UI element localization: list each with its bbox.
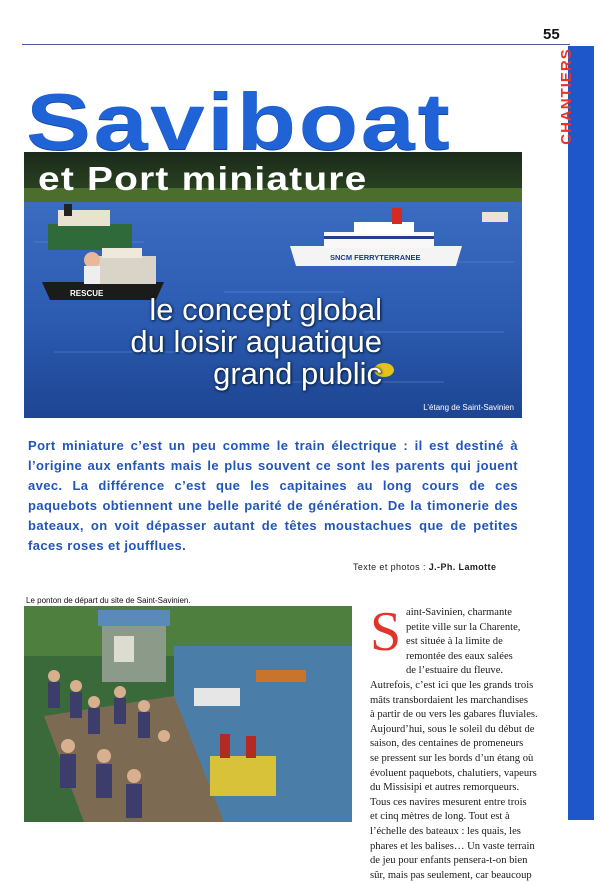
body-line: aint-Savinien, charmante [406,607,512,618]
tagline-line: grand public [213,356,382,391]
distant-boat [482,212,508,222]
page-number: 55 [543,26,560,43]
body-line: mâts transbordaient les marchandises [370,694,528,706]
body-line: de l’estuaire du fleuve. [406,665,504,677]
body-line: remontée des eaux salées [406,650,513,662]
magazine-name [520,600,592,810]
pontoon-photo [24,606,352,822]
body-column [370,601,556,883]
steamer-boat [210,756,276,796]
credit-name: J.-Ph. Lamotte [428,562,497,572]
drop-cap: S [370,601,402,663]
article-title: Saviboat [26,77,453,166]
body-line: évoluent paquebots, chalutiers, vapeurs [370,767,537,779]
hero-caption: L’étang de Saint-Savinien [423,403,514,412]
top-rule [22,44,570,45]
intro-paragraph: Port miniature c’est un peu comme le train électrique : il est destiné à l’origine aux enfants mais le plus souvent ce sont les parents qui jouent avec. La différence c’est que les capitaines au long cours de ces paquebots obtiennent une belle parité de génération. De la timonerie des bateaux, on voit dépasser autant de têtes moustachues que de petites faces roses et joufflues. [28,438,518,553]
body-line: Aujourd’hui, sous le soleil du début de [370,723,535,735]
photo-credit [353,562,496,572]
credit-label: Texte et photos : [353,562,426,572]
wooden-boat [256,670,306,682]
body-line: et cinq mètres de long. Tout est à [370,811,510,823]
body-line: de jeu pour enfants pensera-t-on bien [370,855,528,867]
ferry-label: SNCM FERRYTERRANEE [330,253,421,262]
pontoon-scene [24,606,352,822]
body-line: du Missisipi et autres remorqueurs. [370,782,520,794]
magazine-label: BATEAU [520,649,551,762]
section-tag [548,48,592,152]
body-line: Tous ces navires mesurent entre trois [370,796,527,808]
body-line: phares et les balises… Un vaste terrain [370,840,535,852]
body-line: se pressent sur les bords d’un étang où [370,752,534,764]
small-boat [194,688,240,706]
body-line: saison, des centaines de promeneurs [370,738,524,750]
body-line: l’échelle des bateaux : les quais, les [370,825,521,837]
tagline [130,294,382,390]
article-subtitle: et Port miniature [38,160,368,197]
section-label: CHANTIERS [557,48,575,145]
body-line: est située à la limite de [406,636,503,648]
photo-caption: Le ponton de départ du site de Saint-Savinien. [26,596,191,605]
body-line: à partir de ou vers les gabares fluviales. [370,709,538,721]
tagline-line: le concept global [149,292,382,327]
body-line: petite ville sur la Charente, [406,621,521,633]
hero-photo [24,152,522,418]
tagline-line: du loisir aquatique [130,324,382,359]
rescue-label: RESCUE [70,289,104,298]
body-line: sûr, mais pas seulement, car beaucoup [370,869,532,881]
body-line: Autrefois, c’est ici que les grands trois [370,679,534,691]
